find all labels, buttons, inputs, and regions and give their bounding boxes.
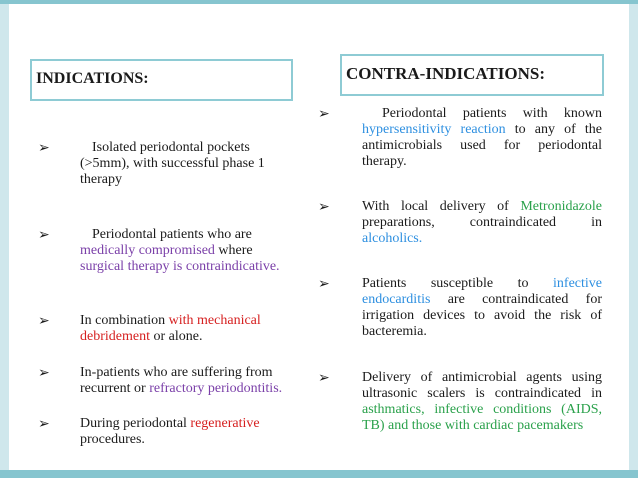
arrow-bullet-icon: ➢: [38, 365, 50, 381]
right-frame-stripe: [629, 4, 638, 470]
indication-item: Periodontal patients who are medically compromised where surgical therapy is contraindicative.: [80, 227, 280, 274]
arrow-bullet-icon: ➢: [318, 199, 330, 215]
contra-indications-heading: [340, 54, 604, 96]
arrow-bullet-icon: ➢: [38, 227, 50, 243]
contra-indication-item: Patients susceptible to infective endocarditis are contraindicated for irrigation devices to avoid the risk of bacteremia.: [362, 276, 602, 339]
arrow-bullet-icon: ➢: [318, 370, 330, 386]
arrow-bullet-icon: ➢: [38, 140, 50, 156]
indication-item: During periodontal regenerative procedures.: [80, 416, 260, 447]
contra-indication-item: Delivery of antimicrobial agents using ultrasonic scalers is contraindicated in asthmatics, infective conditions (AIDS, TB) and those with cardiac pacemakers: [362, 370, 602, 433]
indication-item: In combination with mechanical debridement or alone.: [80, 313, 261, 344]
arrow-bullet-icon: ➢: [38, 416, 50, 432]
contra-indication-item: With local delivery of Metronidazole preparations, contraindicated in alcoholics.: [362, 199, 602, 246]
indication-item: Isolated periodontal pockets (>5mm), with successful phase 1 therapy: [80, 140, 265, 187]
arrow-bullet-icon: ➢: [318, 276, 330, 292]
arrow-bullet-icon: ➢: [38, 313, 50, 329]
left-frame-stripe: [0, 4, 9, 470]
bottom-accent-bar: [0, 470, 638, 478]
indications-heading: [30, 59, 293, 101]
contra-indications-title: CONTRA-INDICATIONS:: [346, 64, 545, 83]
indications-title: INDICATIONS:: [36, 70, 149, 87]
contra-indication-item: Periodontal patients with known hypersensitivity reaction to any of the antimicrobials used for periodontal therapy.: [362, 106, 602, 169]
arrow-bullet-icon: ➢: [318, 106, 330, 122]
indication-item: In-patients who are suffering from recurrent or refractory periodontitis.: [80, 365, 283, 396]
top-accent-bar: [0, 0, 638, 4]
